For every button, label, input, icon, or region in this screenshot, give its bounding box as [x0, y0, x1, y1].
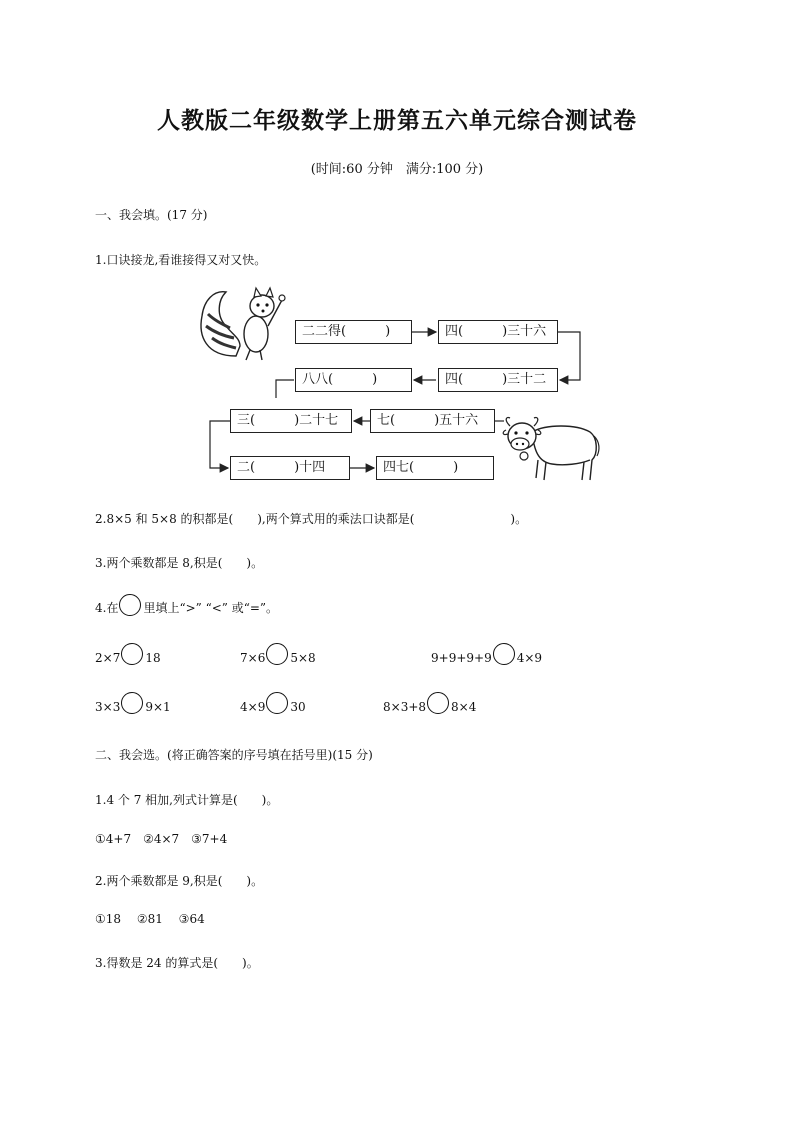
section2-heading: 二、我会选。(将正确答案的序号填在括号里)(15 分) — [95, 748, 373, 762]
compare-item-6 — [383, 692, 476, 714]
section1-heading: 一、我会填。(17 分) — [95, 208, 208, 222]
chain-box-7[interactable]: 二( )十四 — [230, 456, 350, 480]
compare-circle-3[interactable] — [493, 643, 515, 665]
chain-box-4[interactable]: 八八( ) — [295, 368, 412, 392]
compare-left: 3×3 — [95, 700, 121, 714]
chain-box-3[interactable]: 四( )三十二 — [438, 368, 558, 392]
compare-item-1 — [95, 643, 161, 665]
question-2-2: 2.两个乘数都是 9,积是( )。 — [95, 874, 264, 888]
compare-right: 5×8 — [290, 651, 316, 665]
compare-item-5 — [240, 692, 306, 714]
question-1-4-suffix: 里填上“>” “<” 或“=”。 — [143, 601, 279, 615]
chain-box-5[interactable]: 三( )二十七 — [230, 409, 352, 433]
chain-box-8[interactable]: 四七( ) — [376, 456, 494, 480]
chain-box-6[interactable]: 七( )五十六 — [370, 409, 495, 433]
compare-item-4 — [95, 692, 171, 714]
compare-right: 8×4 — [451, 700, 477, 714]
question-1-4-prefix: 4.在 — [95, 601, 119, 615]
compare-left: 4×9 — [240, 700, 266, 714]
compare-right: 18 — [145, 651, 161, 665]
question-2-2-options: ①18 ②81 ③64 — [95, 912, 205, 926]
compare-circle-1[interactable] — [121, 643, 143, 665]
compare-right: 30 — [290, 700, 306, 714]
chain-box-1[interactable]: 二二得( ) — [295, 320, 412, 344]
compare-left: 9+9+9+9 — [431, 651, 492, 665]
question-2-1-options: ①4+7 ②4×7 ③7+4 — [95, 832, 228, 846]
question-1-2: 2.8×5 和 5×8 的积都是( ),两个算式用的乘法口诀都是( )。 — [95, 512, 528, 526]
chain-box-2[interactable]: 四( )三十六 — [438, 320, 558, 344]
question-1-4 — [95, 594, 278, 616]
compare-circle-4[interactable] — [121, 692, 143, 714]
question-1-3: 3.两个乘数都是 8,积是( )。 — [95, 556, 264, 570]
compare-left: 7×6 — [240, 651, 266, 665]
question-2-1: 1.4 个 7 相加,列式计算是( )。 — [95, 793, 279, 807]
compare-circle-5[interactable] — [266, 692, 288, 714]
page-title: 人教版二年级数学上册第五六单元综合测试卷 — [157, 107, 637, 134]
compare-item-3 — [431, 643, 542, 665]
compare-right: 4×9 — [516, 651, 543, 665]
compare-circle-2[interactable] — [266, 643, 288, 665]
page-subtitle: (时间:60 分钟 满分:100 分) — [310, 162, 484, 177]
question-1-1: 1.口诀接龙,看谁接得又对又快。 — [95, 253, 267, 267]
compare-circle-6[interactable] — [427, 692, 449, 714]
compare-item-2 — [240, 643, 316, 665]
question-2-3: 3.得数是 24 的算式是( )。 — [95, 956, 259, 970]
compare-right: 9×1 — [145, 700, 171, 714]
compare-left: 8×3+8 — [383, 700, 427, 714]
compare-left: 2×7 — [95, 651, 121, 665]
example-circle — [119, 594, 141, 616]
